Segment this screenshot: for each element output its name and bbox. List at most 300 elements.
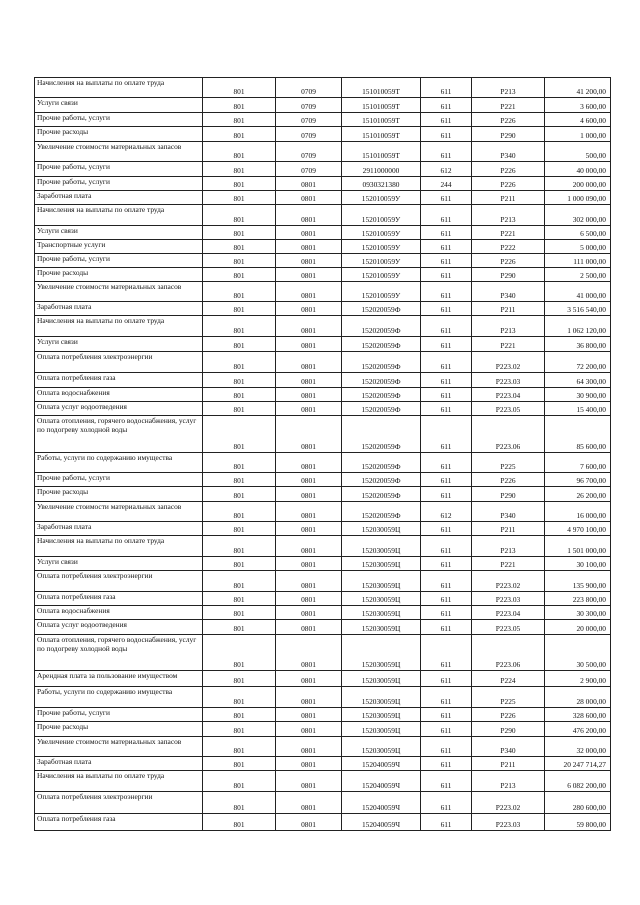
kosgu-code-cell: Р340 — [472, 142, 545, 162]
expense-name-cell: Оплата потребления газа — [35, 592, 203, 606]
expense-name-cell: Оплата водоснабжения — [35, 606, 203, 620]
target-article-cell: 152030059Ц — [342, 708, 421, 722]
target-article-cell: 152020059Ф — [342, 402, 421, 416]
kosgu-code-cell: Р226 — [472, 254, 545, 268]
expense-name-cell: Начисления на выплаты по оплате труда — [35, 205, 203, 226]
section-code-cell: 0801 — [276, 771, 342, 792]
expense-type-cell: 611 — [421, 487, 472, 502]
table-row — [35, 142, 611, 162]
table-body — [35, 78, 611, 831]
department-code-cell: 801 — [203, 316, 276, 337]
target-article-cell: 152030059Ц — [342, 687, 421, 708]
table-row — [35, 191, 611, 205]
amount-cell: 7 600,00 — [545, 453, 611, 473]
amount-cell: 15 400,00 — [545, 402, 611, 416]
target-article-cell: 152020059Ф — [342, 416, 421, 453]
amount-cell: 1 000 090,00 — [545, 191, 611, 205]
section-code-cell: 0801 — [276, 722, 342, 737]
amount-cell: 4 600,00 — [545, 113, 611, 127]
table-row — [35, 757, 611, 771]
department-code-cell: 801 — [203, 78, 276, 98]
section-code-cell: 0801 — [276, 671, 342, 687]
section-code-cell: 0801 — [276, 502, 342, 522]
department-code-cell: 801 — [203, 536, 276, 557]
target-article-cell: 152020059Ф — [342, 487, 421, 502]
department-code-cell: 801 — [203, 337, 276, 352]
expense-type-cell: 611 — [421, 191, 472, 205]
amount-cell: 16 000,00 — [545, 502, 611, 522]
target-article-cell: 152010059У — [342, 268, 421, 282]
section-code-cell: 0801 — [276, 205, 342, 226]
department-code-cell: 801 — [203, 191, 276, 205]
table-row — [35, 571, 611, 592]
table-row — [35, 352, 611, 373]
table-row — [35, 606, 611, 620]
kosgu-code-cell: Р221 — [472, 98, 545, 113]
kosgu-code-cell: Р340 — [472, 282, 545, 302]
expense-name-cell: Прочие расходы — [35, 487, 203, 502]
kosgu-code-cell: Р221 — [472, 226, 545, 240]
expense-type-cell: 611 — [421, 635, 472, 671]
amount-cell: 6 082 200,00 — [545, 771, 611, 792]
expense-name-cell: Оплата потребления газа — [35, 373, 203, 388]
expense-name-cell: Заработная плата — [35, 757, 203, 771]
department-code-cell: 801 — [203, 557, 276, 571]
expense-name-cell: Прочие работы, услуги — [35, 177, 203, 191]
expense-name-cell: Заработная плата — [35, 302, 203, 316]
target-article-cell: 152020059Ф — [342, 373, 421, 388]
expense-type-cell: 612 — [421, 162, 472, 177]
department-code-cell: 801 — [203, 402, 276, 416]
table-row — [35, 205, 611, 226]
budget-table — [34, 77, 611, 831]
kosgu-code-cell: Р340 — [472, 737, 545, 757]
kosgu-code-cell: Р223.02 — [472, 571, 545, 592]
table-row — [35, 502, 611, 522]
table-row — [35, 268, 611, 282]
section-code-cell: 0709 — [276, 142, 342, 162]
amount-cell: 40 000,00 — [545, 162, 611, 177]
department-code-cell: 801 — [203, 757, 276, 771]
section-code-cell: 0801 — [276, 226, 342, 240]
table-row — [35, 620, 611, 635]
expense-type-cell: 611 — [421, 254, 472, 268]
section-code-cell: 0801 — [276, 388, 342, 402]
expense-name-cell: Прочие работы, услуги — [35, 113, 203, 127]
expense-type-cell: 244 — [421, 177, 472, 191]
expense-name-cell: Услуги связи — [35, 557, 203, 571]
expense-name-cell: Оплата потребления электроэнергии — [35, 571, 203, 592]
amount-cell: 2 900,00 — [545, 671, 611, 687]
section-code-cell: 0801 — [276, 592, 342, 606]
section-code-cell: 0709 — [276, 162, 342, 177]
table-row — [35, 708, 611, 722]
table-row — [35, 416, 611, 453]
section-code-cell: 0801 — [276, 814, 342, 831]
table-row — [35, 522, 611, 536]
expense-type-cell: 611 — [421, 388, 472, 402]
amount-cell: 111 000,00 — [545, 254, 611, 268]
kosgu-code-cell: Р225 — [472, 687, 545, 708]
department-code-cell: 801 — [203, 687, 276, 708]
expense-name-cell: Увеличение стоимости материальных запасов — [35, 282, 203, 302]
section-code-cell: 0801 — [276, 522, 342, 536]
expense-name-cell: Начисления на выплаты по оплате труда — [35, 536, 203, 557]
expense-type-cell: 611 — [421, 373, 472, 388]
expense-type-cell: 611 — [421, 113, 472, 127]
expense-name-cell: Прочие работы, услуги — [35, 162, 203, 177]
department-code-cell: 801 — [203, 98, 276, 113]
table-row — [35, 127, 611, 142]
target-article-cell: 152010059У — [342, 226, 421, 240]
expense-name-cell: Прочие работы, услуги — [35, 473, 203, 487]
kosgu-code-cell: Р213 — [472, 536, 545, 557]
table-row — [35, 453, 611, 473]
amount-cell: 28 000,00 — [545, 687, 611, 708]
kosgu-code-cell: Р223.04 — [472, 606, 545, 620]
table-row — [35, 737, 611, 757]
table-row — [35, 388, 611, 402]
target-article-cell: 152040059Ч — [342, 771, 421, 792]
expense-type-cell: 611 — [421, 737, 472, 757]
table-row — [35, 98, 611, 113]
expense-type-cell: 611 — [421, 722, 472, 737]
kosgu-code-cell: Р290 — [472, 722, 545, 737]
expense-name-cell: Прочие работы, услуги — [35, 254, 203, 268]
amount-cell: 1 000,00 — [545, 127, 611, 142]
table-row — [35, 226, 611, 240]
section-code-cell: 0801 — [276, 792, 342, 814]
section-code-cell: 0801 — [276, 687, 342, 708]
expense-type-cell: 611 — [421, 302, 472, 316]
kosgu-code-cell: Р226 — [472, 708, 545, 722]
section-code-cell: 0801 — [276, 416, 342, 453]
target-article-cell: 152030059Ц — [342, 722, 421, 737]
expense-type-cell: 611 — [421, 226, 472, 240]
amount-cell: 4 970 100,00 — [545, 522, 611, 536]
expense-name-cell: Начисления на выплаты по оплате труда — [35, 316, 203, 337]
department-code-cell: 801 — [203, 268, 276, 282]
department-code-cell: 801 — [203, 620, 276, 635]
target-article-cell: 152010059У — [342, 254, 421, 268]
department-code-cell: 801 — [203, 708, 276, 722]
section-code-cell: 0801 — [276, 635, 342, 671]
amount-cell: 20 000,00 — [545, 620, 611, 635]
table-row — [35, 722, 611, 737]
department-code-cell: 801 — [203, 502, 276, 522]
section-code-cell: 0801 — [276, 606, 342, 620]
target-article-cell: 152030059Ц — [342, 635, 421, 671]
kosgu-code-cell: Р213 — [472, 78, 545, 98]
target-article-cell: 152020059Ф — [342, 453, 421, 473]
expense-name-cell: Начисления на выплаты по оплате труда — [35, 78, 203, 98]
kosgu-code-cell: Р223.02 — [472, 792, 545, 814]
kosgu-code-cell: Р213 — [472, 771, 545, 792]
table-row — [35, 487, 611, 502]
kosgu-code-cell: Р211 — [472, 191, 545, 205]
amount-cell: 6 500,00 — [545, 226, 611, 240]
expense-type-cell: 611 — [421, 127, 472, 142]
table-row — [35, 254, 611, 268]
table-row — [35, 814, 611, 831]
expense-name-cell: Оплата потребления газа — [35, 814, 203, 831]
section-code-cell: 0801 — [276, 536, 342, 557]
target-article-cell: 152020059Ф — [342, 316, 421, 337]
section-code-cell: 0801 — [276, 557, 342, 571]
expense-name-cell: Увеличение стоимости материальных запасов — [35, 737, 203, 757]
target-article-cell: 152040059Ч — [342, 757, 421, 771]
target-article-cell: 152020059Ф — [342, 473, 421, 487]
section-code-cell: 0801 — [276, 737, 342, 757]
expense-name-cell: Оплата отопления, горячего водоснабжения, услуг по подогреву холодной воды — [35, 416, 203, 453]
department-code-cell: 801 — [203, 373, 276, 388]
table-row — [35, 113, 611, 127]
amount-cell: 96 700,00 — [545, 473, 611, 487]
table-row — [35, 316, 611, 337]
department-code-cell: 801 — [203, 388, 276, 402]
expense-type-cell: 611 — [421, 473, 472, 487]
department-code-cell: 801 — [203, 302, 276, 316]
amount-cell: 36 800,00 — [545, 337, 611, 352]
kosgu-code-cell: Р223.03 — [472, 592, 545, 606]
expense-type-cell: 611 — [421, 557, 472, 571]
amount-cell: 30 900,00 — [545, 388, 611, 402]
department-code-cell: 801 — [203, 606, 276, 620]
kosgu-code-cell: Р222 — [472, 240, 545, 254]
expense-name-cell: Услуги связи — [35, 226, 203, 240]
department-code-cell: 801 — [203, 792, 276, 814]
section-code-cell: 0801 — [276, 453, 342, 473]
expense-name-cell: Услуги связи — [35, 98, 203, 113]
table-row — [35, 240, 611, 254]
kosgu-code-cell: Р226 — [472, 473, 545, 487]
target-article-cell: 152030059Ц — [342, 571, 421, 592]
department-code-cell: 801 — [203, 142, 276, 162]
kosgu-code-cell: Р340 — [472, 502, 545, 522]
department-code-cell: 801 — [203, 240, 276, 254]
expense-name-cell: Оплата услуг водоотведения — [35, 402, 203, 416]
amount-cell: 135 900,00 — [545, 571, 611, 592]
kosgu-code-cell: Р223.03 — [472, 373, 545, 388]
kosgu-code-cell: Р225 — [472, 453, 545, 473]
expense-name-cell: Прочие расходы — [35, 127, 203, 142]
kosgu-code-cell: Р290 — [472, 268, 545, 282]
expense-type-cell: 611 — [421, 522, 472, 536]
section-code-cell: 0801 — [276, 337, 342, 352]
kosgu-code-cell: Р290 — [472, 487, 545, 502]
section-code-cell: 0801 — [276, 402, 342, 416]
target-article-cell: 152030059Ц — [342, 557, 421, 571]
department-code-cell: 801 — [203, 473, 276, 487]
department-code-cell: 801 — [203, 771, 276, 792]
target-article-cell: 151010059Т — [342, 98, 421, 113]
section-code-cell: 0801 — [276, 316, 342, 337]
table-row — [35, 177, 611, 191]
expense-type-cell: 611 — [421, 316, 472, 337]
expense-type-cell: 611 — [421, 814, 472, 831]
section-code-cell: 0801 — [276, 352, 342, 373]
expense-name-cell: Оплата потребления электроэнергии — [35, 352, 203, 373]
expense-name-cell: Прочие расходы — [35, 722, 203, 737]
department-code-cell: 801 — [203, 416, 276, 453]
department-code-cell: 801 — [203, 113, 276, 127]
amount-cell: 30 100,00 — [545, 557, 611, 571]
department-code-cell: 801 — [203, 635, 276, 671]
kosgu-code-cell: Р223.05 — [472, 620, 545, 635]
section-code-cell: 0801 — [276, 282, 342, 302]
department-code-cell: 801 — [203, 814, 276, 831]
table-row — [35, 536, 611, 557]
target-article-cell: 151010059Т — [342, 78, 421, 98]
section-code-cell: 0801 — [276, 620, 342, 635]
kosgu-code-cell: Р221 — [472, 337, 545, 352]
department-code-cell: 801 — [203, 737, 276, 757]
expense-type-cell: 611 — [421, 453, 472, 473]
table-row — [35, 635, 611, 671]
expense-type-cell: 611 — [421, 268, 472, 282]
section-code-cell: 0709 — [276, 127, 342, 142]
amount-cell: 302 000,00 — [545, 205, 611, 226]
kosgu-code-cell: Р213 — [472, 316, 545, 337]
table-row — [35, 473, 611, 487]
target-article-cell: 152030059Ц — [342, 592, 421, 606]
amount-cell: 85 600,00 — [545, 416, 611, 453]
amount-cell: 223 800,00 — [545, 592, 611, 606]
expense-name-cell: Работы, услуги по содержанию имущества — [35, 687, 203, 708]
amount-cell: 26 200,00 — [545, 487, 611, 502]
kosgu-code-cell: Р226 — [472, 177, 545, 191]
expense-name-cell: Услуги связи — [35, 337, 203, 352]
amount-cell: 500,00 — [545, 142, 611, 162]
section-code-cell: 0801 — [276, 177, 342, 191]
expense-name-cell: Оплата водоснабжения — [35, 388, 203, 402]
target-article-cell: 152010059У — [342, 205, 421, 226]
department-code-cell: 801 — [203, 282, 276, 302]
department-code-cell: 801 — [203, 571, 276, 592]
expense-name-cell: Увеличение стоимости материальных запасов — [35, 502, 203, 522]
table-row — [35, 282, 611, 302]
section-code-cell: 0801 — [276, 571, 342, 592]
amount-cell: 64 300,00 — [545, 373, 611, 388]
kosgu-code-cell: Р223.04 — [472, 388, 545, 402]
expense-name-cell: Заработная плата — [35, 522, 203, 536]
department-code-cell: 801 — [203, 177, 276, 191]
expense-type-cell: 611 — [421, 142, 472, 162]
target-article-cell: 151010059Т — [342, 113, 421, 127]
expense-type-cell: 611 — [421, 205, 472, 226]
target-article-cell: 152010059У — [342, 191, 421, 205]
expense-type-cell: 611 — [421, 98, 472, 113]
expense-name-cell: Арендная плата за пользование имуществом — [35, 671, 203, 687]
amount-cell: 328 600,00 — [545, 708, 611, 722]
section-code-cell: 0709 — [276, 98, 342, 113]
department-code-cell: 801 — [203, 453, 276, 473]
target-article-cell: 152020059Ф — [342, 388, 421, 402]
table-row — [35, 337, 611, 352]
target-article-cell: 152020059Ф — [342, 352, 421, 373]
table-row — [35, 78, 611, 98]
kosgu-code-cell: Р226 — [472, 113, 545, 127]
section-code-cell: 0801 — [276, 487, 342, 502]
table-row — [35, 162, 611, 177]
department-code-cell: 801 — [203, 205, 276, 226]
table-row — [35, 302, 611, 316]
amount-cell: 59 800,00 — [545, 814, 611, 831]
section-code-cell: 0709 — [276, 78, 342, 98]
amount-cell: 30 500,00 — [545, 635, 611, 671]
amount-cell: 3 516 540,00 — [545, 302, 611, 316]
target-article-cell: 151010059Т — [342, 142, 421, 162]
target-article-cell: 152020059Ф — [342, 302, 421, 316]
target-article-cell: 152030059Ц — [342, 737, 421, 757]
expense-name-cell: Работы, услуги по содержанию имущества — [35, 453, 203, 473]
amount-cell: 1 501 000,00 — [545, 536, 611, 557]
target-article-cell: 152020059Ф — [342, 502, 421, 522]
table-row — [35, 402, 611, 416]
section-code-cell: 0801 — [276, 757, 342, 771]
kosgu-code-cell: Р290 — [472, 127, 545, 142]
target-article-cell: 152010059У — [342, 240, 421, 254]
table-row — [35, 687, 611, 708]
expense-type-cell: 612 — [421, 502, 472, 522]
kosgu-code-cell: Р211 — [472, 302, 545, 316]
target-article-cell: 152040059Ч — [342, 814, 421, 831]
table-row — [35, 792, 611, 814]
expense-type-cell: 611 — [421, 592, 472, 606]
target-article-cell: 152030059Ц — [342, 606, 421, 620]
amount-cell: 1 062 120,00 — [545, 316, 611, 337]
kosgu-code-cell: Р223.03 — [472, 814, 545, 831]
table-row — [35, 671, 611, 687]
expense-type-cell: 611 — [421, 402, 472, 416]
target-article-cell: 0930321380 — [342, 177, 421, 191]
expense-type-cell: 611 — [421, 671, 472, 687]
department-code-cell: 801 — [203, 487, 276, 502]
section-code-cell: 0801 — [276, 302, 342, 316]
target-article-cell: 152030059Ц — [342, 671, 421, 687]
section-code-cell: 0801 — [276, 268, 342, 282]
target-article-cell: 152030059Ц — [342, 620, 421, 635]
section-code-cell: 0801 — [276, 473, 342, 487]
section-code-cell: 0801 — [276, 708, 342, 722]
amount-cell: 280 600,00 — [545, 792, 611, 814]
amount-cell: 3 600,00 — [545, 98, 611, 113]
kosgu-code-cell: Р211 — [472, 522, 545, 536]
section-code-cell: 0801 — [276, 240, 342, 254]
department-code-cell: 801 — [203, 352, 276, 373]
expense-type-cell: 611 — [421, 536, 472, 557]
amount-cell: 476 200,00 — [545, 722, 611, 737]
kosgu-code-cell: Р224 — [472, 671, 545, 687]
department-code-cell: 801 — [203, 671, 276, 687]
expense-type-cell: 611 — [421, 792, 472, 814]
expense-name-cell: Оплата потребления электроэнергии — [35, 792, 203, 814]
target-article-cell: 152030059Ц — [342, 536, 421, 557]
target-article-cell: 152030059Ц — [342, 522, 421, 536]
expense-type-cell: 611 — [421, 757, 472, 771]
kosgu-code-cell: Р223.05 — [472, 402, 545, 416]
expense-name-cell: Оплата услуг водоотведения — [35, 620, 203, 635]
table-row — [35, 373, 611, 388]
expense-type-cell: 611 — [421, 282, 472, 302]
table-row — [35, 592, 611, 606]
department-code-cell: 801 — [203, 592, 276, 606]
expense-name-cell: Оплата отопления, горячего водоснабжения, услуг по подогреву холодной воды — [35, 635, 203, 671]
expense-type-cell: 611 — [421, 771, 472, 792]
kosgu-code-cell: Р226 — [472, 162, 545, 177]
expense-name-cell: Прочие расходы — [35, 268, 203, 282]
amount-cell: 41 000,00 — [545, 282, 611, 302]
